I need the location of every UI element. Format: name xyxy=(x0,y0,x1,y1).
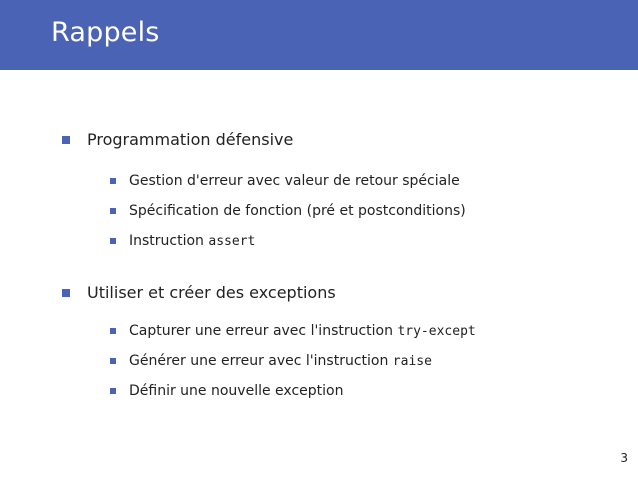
bullet-square-icon xyxy=(110,388,116,394)
page-number: 3 xyxy=(620,451,628,465)
sub-item xyxy=(110,203,466,219)
bullet-square-icon xyxy=(110,178,116,184)
list-item-label: Programmation défensive xyxy=(87,130,294,149)
code-keyword: raise xyxy=(392,354,432,369)
code-keyword: try-except xyxy=(397,324,476,339)
sub-item xyxy=(110,323,476,339)
code-keyword: assert xyxy=(208,234,256,249)
list-item-exceptions xyxy=(62,283,336,302)
slide-title: Rappels xyxy=(51,17,160,48)
bullet-square-icon xyxy=(62,289,70,297)
sub-item xyxy=(110,173,460,189)
sub-item-text: Gestion d'erreur avec valeur de retour spéciale xyxy=(129,173,460,189)
sub-item-text-part: Instruction xyxy=(129,233,209,249)
sub-item xyxy=(110,383,343,399)
sub-item-text-part: Capturer une erreur avec l'instruction xyxy=(129,323,398,339)
bullet-square-icon xyxy=(110,238,116,244)
bullet-square-icon xyxy=(110,208,116,214)
bullet-square-icon xyxy=(110,358,116,364)
sub-item-text: Définir une nouvelle exception xyxy=(129,383,344,399)
sub-item-text xyxy=(129,353,432,369)
sub-item-text xyxy=(129,323,476,339)
list-item-label: Utiliser et créer des exceptions xyxy=(87,283,336,302)
bullet-square-icon xyxy=(110,328,116,334)
list-item-programmation-defensive xyxy=(62,130,293,149)
bullet-square-icon xyxy=(62,136,70,144)
sub-item-text xyxy=(129,233,255,249)
sub-item-text: Spécification de fonction (pré et postconditions) xyxy=(129,203,466,219)
sub-item xyxy=(110,353,432,369)
sub-item-text-part: Générer une erreur avec l'instruction xyxy=(129,353,393,369)
slide-header xyxy=(0,0,638,70)
sub-item xyxy=(110,233,255,249)
